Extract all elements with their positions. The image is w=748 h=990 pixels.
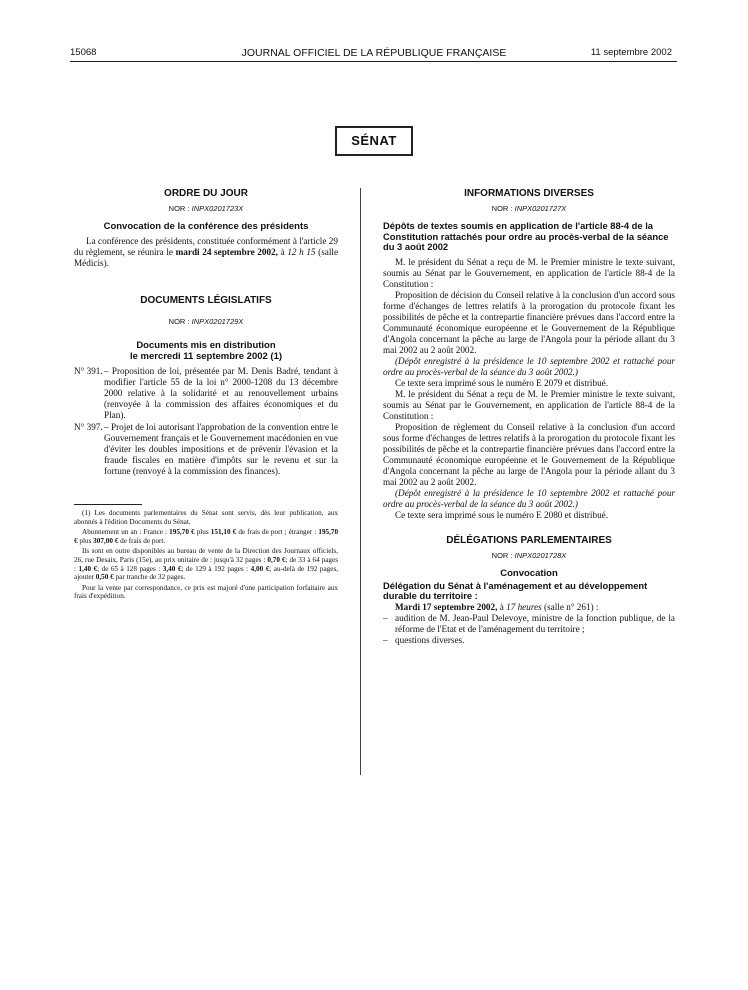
section-title-legislatifs: DOCUMENTS LÉGISLATIFS bbox=[140, 295, 272, 306]
subtitle-depots: Dépôts de textes soumis en application de l'article 88-4 de la Constitution rattachés pour ordre au procès-verbal de la séance du 3 août 2002 bbox=[383, 220, 669, 252]
agenda-item: – audition de M. Jean-Paul Delevoye, ministre de la fonction publique, de la réforme de l'Etat et de l'aménagement du territoire ; bbox=[383, 612, 675, 634]
document-item bbox=[74, 422, 338, 477]
footnote-correspondance: Pour la vente par correspondance, ce prix est majoré d'une participation forfaitaire aux frais d'expédition. bbox=[74, 583, 338, 601]
paragraph-conference: La conférence des présidents, constituée conformément à l'article 29 du règlement, se réunira le mardi 24 septembre 2002, à 12 h 15 (salle Médicis). bbox=[74, 236, 339, 268]
footnotes bbox=[74, 509, 338, 601]
nor-reference: NOR : INPX0201723X bbox=[168, 204, 244, 213]
paragraph-intro: M. le président du Sénat a reçu de M. le Premier ministre le texte suivant, soumis au Sénat par le Gouvernement, en application de l'article 88-4 de la Constitution : bbox=[383, 256, 675, 289]
section-title-delegations: DÉLÉGATIONS PARLEMENTAIRES bbox=[446, 534, 612, 546]
section-title-ordre: ORDRE DU JOUR bbox=[164, 188, 248, 199]
journal-title: JOURNAL OFFICIEL DE LA RÉPUBLIQUE FRANÇAISE bbox=[241, 47, 507, 59]
paragraph-proposition: Proposition de décision du Conseil relative à la conclusion d'un accord sous forme d'échanges de lettres relatifs à la prorogation du protocole fixant les possibilités de pêche et la contrepartie financière prévues dans l'accord entre la Communauté économique européenne et le Gouvernement de la République d'Angola concernant la pêche au large de l'Angola pour la période allant du 3 mai 2002 au 2 août 2002. bbox=[383, 289, 675, 355]
subtitle-date: le mercredi 11 septembre 2002 (1) bbox=[129, 351, 283, 362]
nor-reference: NOR : INPX0201727X bbox=[491, 204, 567, 213]
chamber-title-box bbox=[335, 126, 413, 156]
paragraph-depot: (Dépôt enregistré à la présidence le 10 septembre 2002 et rattaché pour ordre au procès-verbal de la séance du 3 août 2002.) bbox=[383, 487, 675, 509]
page-number: 15068 bbox=[70, 47, 97, 58]
header-rule bbox=[70, 61, 677, 62]
subtitle-convocation: Convocation bbox=[500, 567, 558, 579]
paragraph-intro: M. le président du Sénat a reçu de M. le Premier ministre le texte suivant, soumis au Sénat par le Gouvernement, en application de l'article 88-4 de la Constitution : bbox=[383, 388, 675, 421]
footnote-1: (1) Les documents parlementaires du Sénat sont servis, dès leur publication, aux abonnés à l'édition Documents du Sénat. bbox=[74, 509, 338, 526]
column-divider bbox=[360, 188, 361, 775]
issue-date: 11 septembre 2002 bbox=[590, 47, 672, 58]
left-column bbox=[74, 188, 338, 603]
subtitle-conference: Convocation de la conférence des présidents bbox=[103, 221, 309, 232]
paragraph-imprime: Ce texte sera imprimé sous le numéro E 2080 et distribué. bbox=[395, 509, 609, 520]
paragraph-depot: (Dépôt enregistré à la présidence le 10 septembre 2002 et rattaché pour ordre au procès-verbal de la séance du 3 août 2002.) bbox=[383, 355, 675, 377]
nor-reference: NOR : INPX0201729X bbox=[168, 317, 244, 326]
document-number: N° 391. bbox=[74, 366, 103, 376]
chamber-title: SÉNAT bbox=[351, 133, 397, 148]
agenda-item: – questions diverses. bbox=[383, 634, 465, 645]
document-text: – Proposition de loi, présentée par M. Denis Badré, tendant à modifier l'article 55 de la loi n° 2000-1208 du 13 décembre 2000 relative à la solidarité et au renouvellement urbains (renvoyée à la commission des affaires économiques et du Plan). bbox=[104, 366, 338, 420]
paragraph-imprime: Ce texte sera imprimé sous le numéro E 2079 et distribué. bbox=[395, 377, 609, 388]
document-number: N° 397. bbox=[74, 422, 103, 432]
section-title-informations: INFORMATIONS DIVERSES bbox=[464, 188, 594, 199]
document-item bbox=[74, 366, 338, 421]
meeting-date: Mardi 17 septembre 2002, à 17 heures (salle n° 261) : bbox=[395, 601, 599, 612]
document-text: – Projet de loi autorisant l'approbation de la convention entre le Gouvernement français et le Gouvernement macédonien en vue d'éviter les doubles impositions et de prévenir l'évasion et la fraude fiscales en matière d'impôts sur le revenu et sur la fortune (renvoyé à la commission des finances). bbox=[104, 422, 338, 476]
right-column bbox=[383, 188, 675, 646]
footnote-rule bbox=[74, 504, 142, 505]
footnote-vente: Ils sont en outre disponibles au bureau de vente de la Direction des Journaux officiels, 26, rue Desaix, Paris (15e), au prix unitaire de : jusqu'à 32 pages : 0,70 €; de 33 à 64 pages : 1,40 €; de 65 à 128 pages : 3,40 €; de 129 à 192 pages : 4,00 €; au-delà de 192 pages, ajouter 0,50 € par tranche de 32 pages. bbox=[74, 547, 339, 582]
subtitle-documents: Documents mis en distribution bbox=[136, 340, 276, 351]
footnote-abonnement: Abonnement un an : France : 195,70 € plus 151,10 € de frais de port ; étranger : 195,70 € plus 307,00 € de frais de port. bbox=[74, 528, 339, 545]
paragraph-proposition: Proposition de règlement du Conseil relative à la conclusion d'un accord sous forme d'échanges de lettres relatifs à la prorogation du protocole fixant les possibilités de pêche et la contrepartie financière prévues dans l'accord entre la Communauté économique européenne et le Gouvernement de la République d'Angola concernant la pêche au large de l'Angola pour la période allant du 3 mai 2002 au 2 août 2002. bbox=[383, 421, 675, 487]
delegation-name: Délégation du Sénat à l'aménagement et au développement durable du territoire : bbox=[383, 579, 648, 601]
nor-reference: NOR : INPX0201728X bbox=[491, 550, 567, 560]
